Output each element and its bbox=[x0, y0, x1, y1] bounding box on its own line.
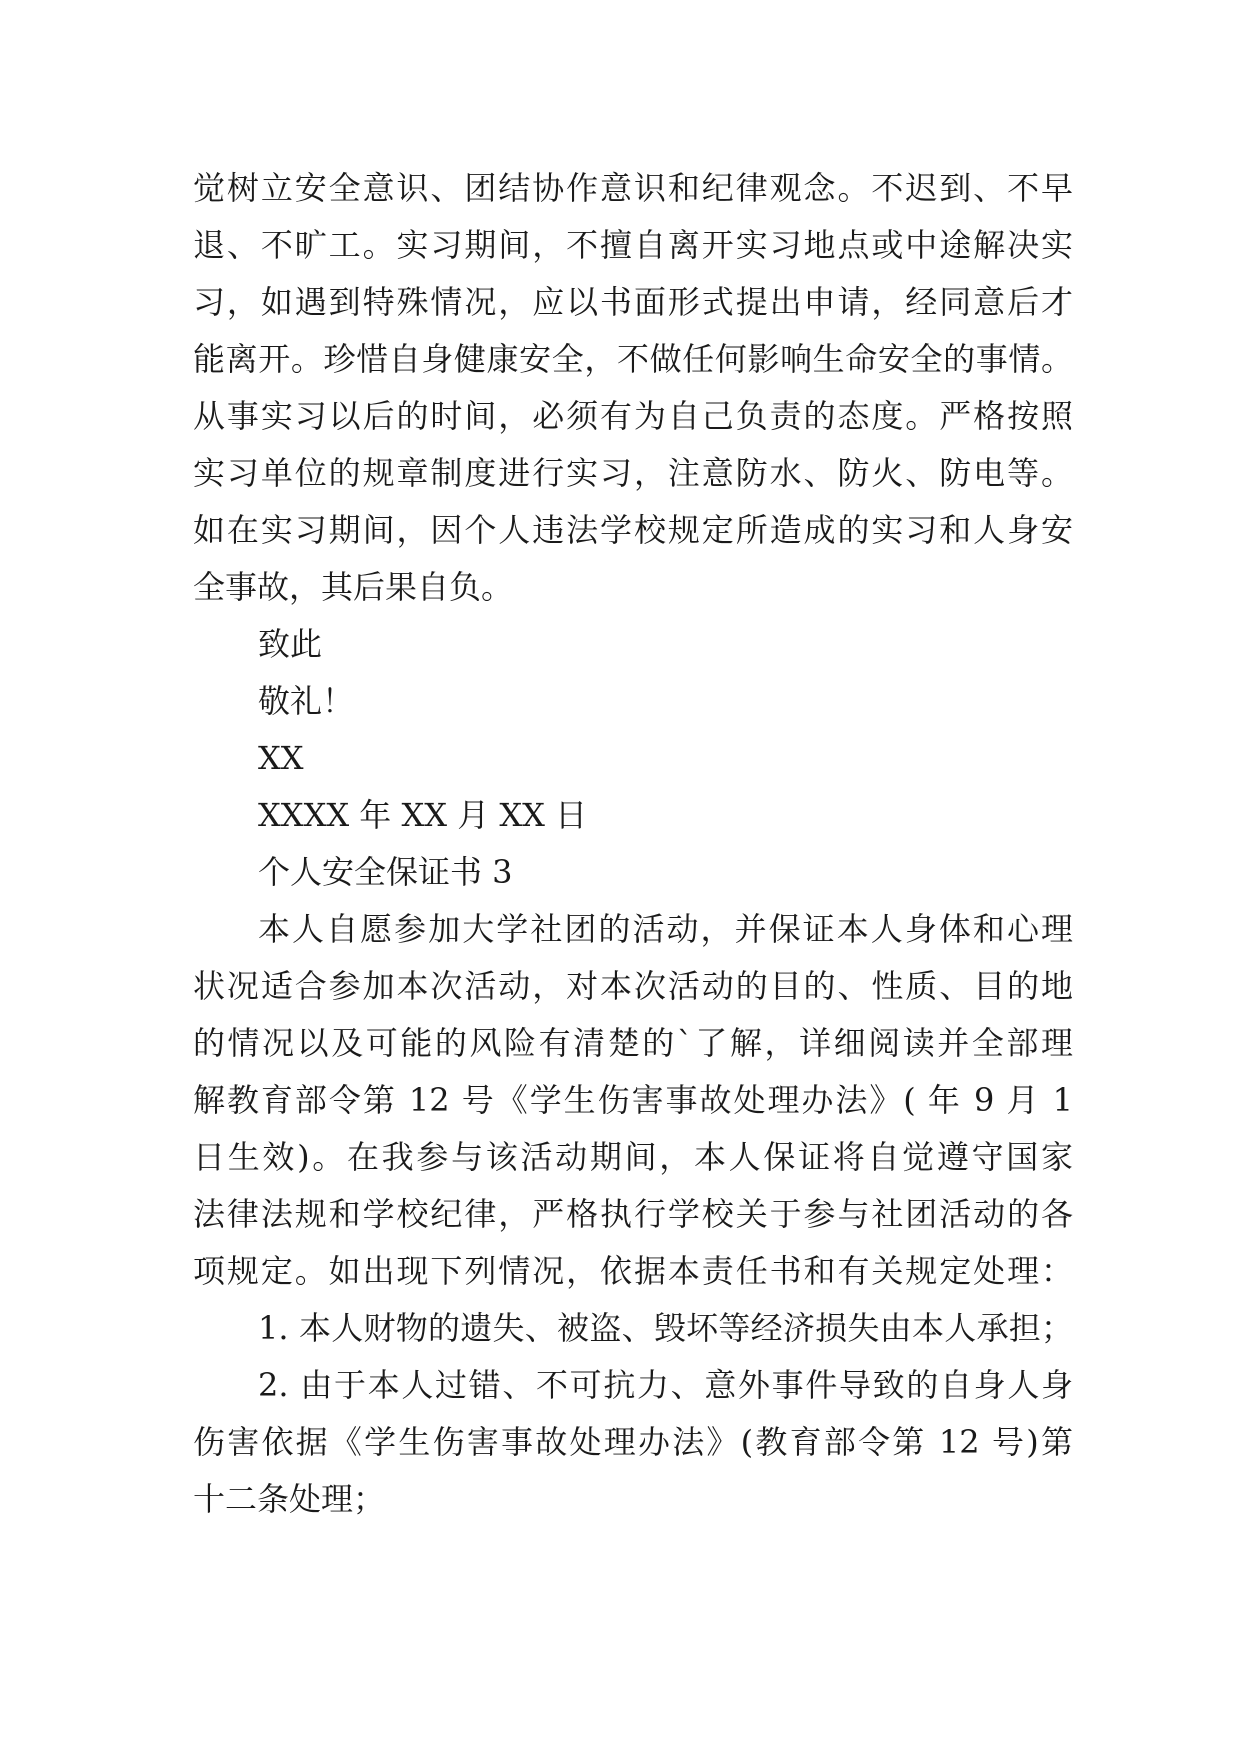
list-item: 1. 本人财物的遗失、被盗、毁坏等经济损失由本人承担； bbox=[258, 1309, 1073, 1347]
text-line: 能离开。珍惜自身健康安全，不做任何影响生命安全的事情。 bbox=[193, 340, 1073, 378]
text-line: 本人自愿参加大学社团的活动，并保证本人身体和心理 bbox=[258, 910, 1073, 948]
text-line: 日生效)。在我参与该活动期间，本人保证将自觉遵守国家 bbox=[193, 1138, 1073, 1176]
text-line: 实习单位的规章制度进行实习，注意防水、防火、防电等。 bbox=[193, 454, 1073, 492]
closing-regards: 敬礼！ bbox=[258, 682, 355, 720]
closing-salutation: 致此 bbox=[258, 625, 323, 663]
text-line: 状况适合参加本次活动，对本次活动的目的、性质、目的地 bbox=[193, 967, 1073, 1005]
text-line: 从事实习以后的时间，必须有为自己负责的态度。严格按照 bbox=[193, 397, 1073, 435]
text-line: 习，如遇到特殊情况，应以书面形式提出申请，经同意后才 bbox=[193, 283, 1073, 321]
list-item: 2. 由于本人过错、不可抗力、意外事件导致的自身人身 bbox=[258, 1366, 1073, 1404]
text-line: 退、不旷工。实习期间，不擅自离开实习地点或中途解决实 bbox=[193, 226, 1073, 264]
section-title: 个人安全保证书 3 bbox=[258, 853, 513, 891]
text-line: 项规定。如出现下列情况，依据本责任书和有关规定处理： bbox=[193, 1252, 1073, 1290]
text-line: 伤害依据《学生伤害事故处理办法》(教育部令第 12 号)第 bbox=[193, 1423, 1073, 1461]
text-line: 法律法规和学校纪律，严格执行学校关于参与社团活动的各 bbox=[193, 1195, 1073, 1233]
text-line: 的情况以及可能的风险有清楚的`了解，详细阅读并全部理 bbox=[193, 1024, 1073, 1062]
text-line: 全事故，其后果自负。 bbox=[193, 568, 514, 606]
text-line: 十二条处理； bbox=[193, 1480, 386, 1518]
signature-name: XX bbox=[258, 739, 304, 777]
text-line: 觉树立安全意识、团结协作意识和纪律观念。不迟到、不早 bbox=[193, 169, 1073, 207]
signature-date: XXXX 年 XX 月 XX 日 bbox=[258, 796, 588, 834]
text-line: 如在实习期间，因个人违法学校规定所造成的实习和人身安 bbox=[193, 511, 1073, 549]
text-line: 解教育部令第 12 号《学生伤害事故处理办法》( 年 9 月 1 bbox=[193, 1081, 1073, 1119]
